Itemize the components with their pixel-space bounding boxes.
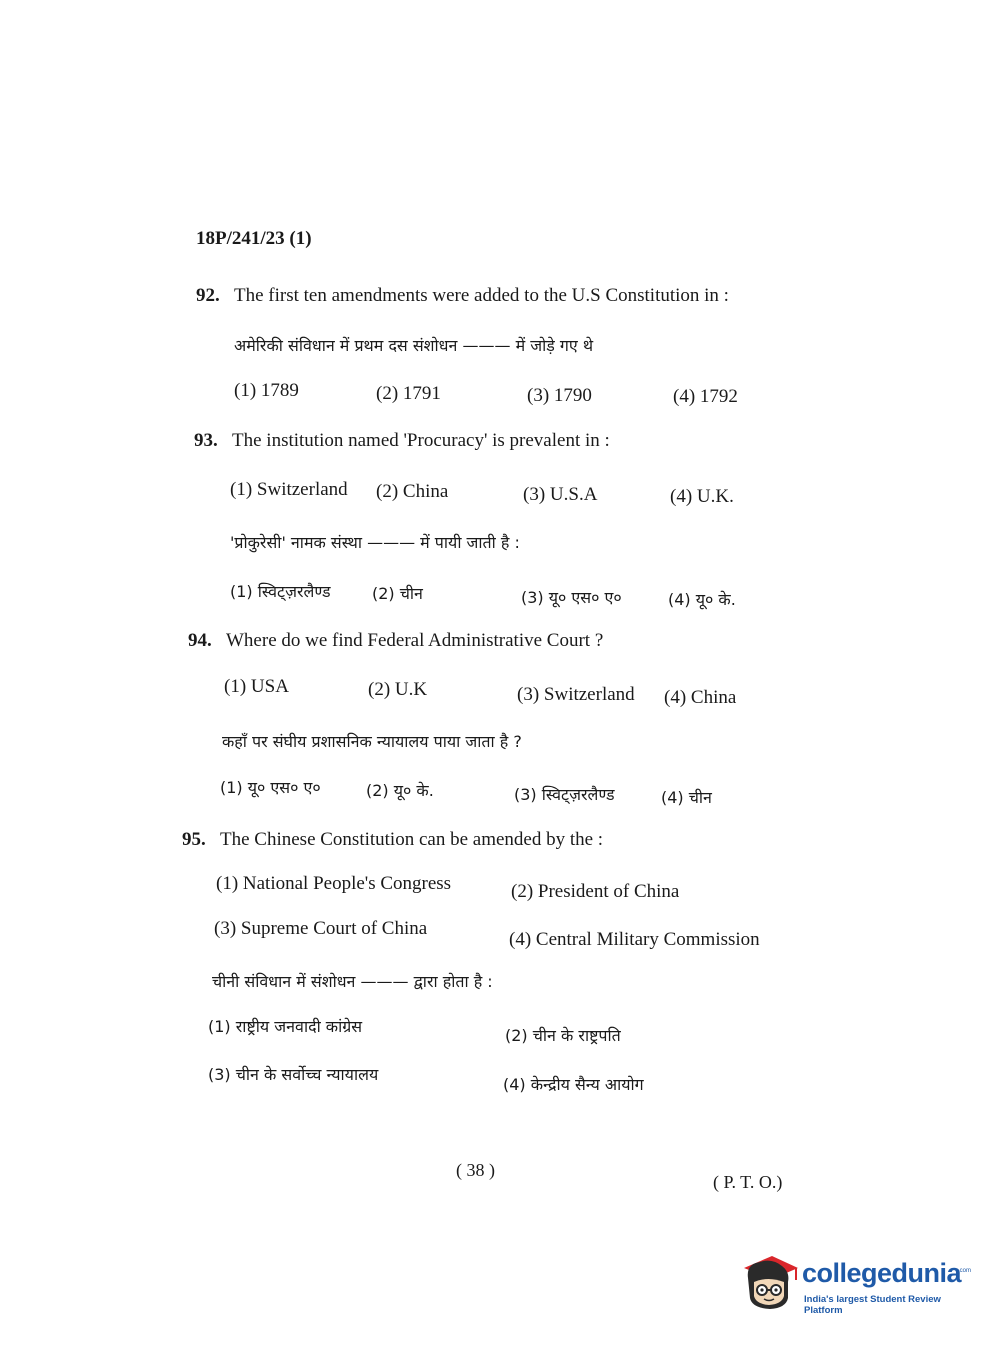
option: (2) President of China [511,881,680,902]
question-92 [196,285,729,307]
option: (1) National People's Congress [216,873,452,894]
option: (2) चीन के राष्ट्रपति [505,1026,621,1045]
option: (3) यू० एस० ए० [521,588,622,607]
option: (3) Switzerland [517,684,635,705]
option: (1) स्विट्ज़रलैण्ड [230,582,331,601]
option: (1) राष्ट्रीय जनवादी कांग्रेस [208,1017,363,1036]
option: (4) 1792 [673,386,738,407]
option: (2) चीन [372,584,423,603]
paper-code: 18P/241/23 (1) [196,228,312,249]
pto-label: ( P. T. O.) [713,1172,783,1192]
question-text: The institution named 'Procuracy' is prevalent in : [232,430,610,451]
question-92-hindi: अमेरिकी संविधान में प्रथम दस संशोधन ——— में जोड़े गए थे [234,336,594,355]
brand-tagline: India's largest Student Review Platform [804,1294,941,1316]
question-text: Where do we find Federal Administrative Court ? [226,630,604,651]
option: (4) China [664,687,737,708]
collegedunia-logo [738,1252,978,1316]
question-95-hindi: चीनी संविधान में संशोधन ——— द्वारा होता है : [212,972,493,991]
brand-name: collegedunia [802,1258,962,1288]
option: (1) Switzerland [230,479,348,500]
option: (3) स्विट्ज़रलैण्ड [514,785,615,804]
option: (4) यू० के. [668,590,736,609]
option: (3) U.S.A [523,484,598,505]
question-number: 94. [188,630,212,651]
question-94-hindi: कहाँ पर संघीय प्रशासनिक न्यायालय पाया जाता है ? [222,732,522,751]
question-94 [188,630,603,652]
question-text: The first ten amendments were added to the U.S Constitution in : [234,285,729,306]
question-number: 92. [196,285,220,306]
option: (2) 1791 [376,383,441,404]
option: (3) चीन के सर्वोच्च न्यायालय [208,1065,379,1084]
question-95 [182,829,603,851]
question-93 [194,430,610,452]
option: (4) केन्द्रीय सैन्य आयोग [503,1075,644,1094]
option: (1) यू० एस० ए० [220,778,321,797]
mascot-icon [738,1252,800,1312]
option: (4) U.K. [670,486,734,507]
option: (4) चीन [661,788,712,807]
option: (1) USA [224,676,289,697]
option: (2) China [376,481,449,502]
page-number: ( 38 ) [456,1160,495,1180]
option: (4) Central Military Commission [509,929,760,950]
option: (3) Supreme Court of China [214,918,428,939]
brand-suffix: .com [958,1268,972,1274]
question-number: 95. [182,829,206,850]
question-text: The Chinese Constitution can be amended by the : [220,829,604,850]
question-93-hindi: 'प्रोकुरेसी' नामक संस्था ——— में पायी जाती है : [230,533,520,552]
option: (3) 1790 [527,385,592,406]
option: (2) यू० के. [366,781,434,800]
question-number: 93. [194,430,218,451]
option: (2) U.K [368,679,428,700]
option: (1) 1789 [234,380,299,401]
